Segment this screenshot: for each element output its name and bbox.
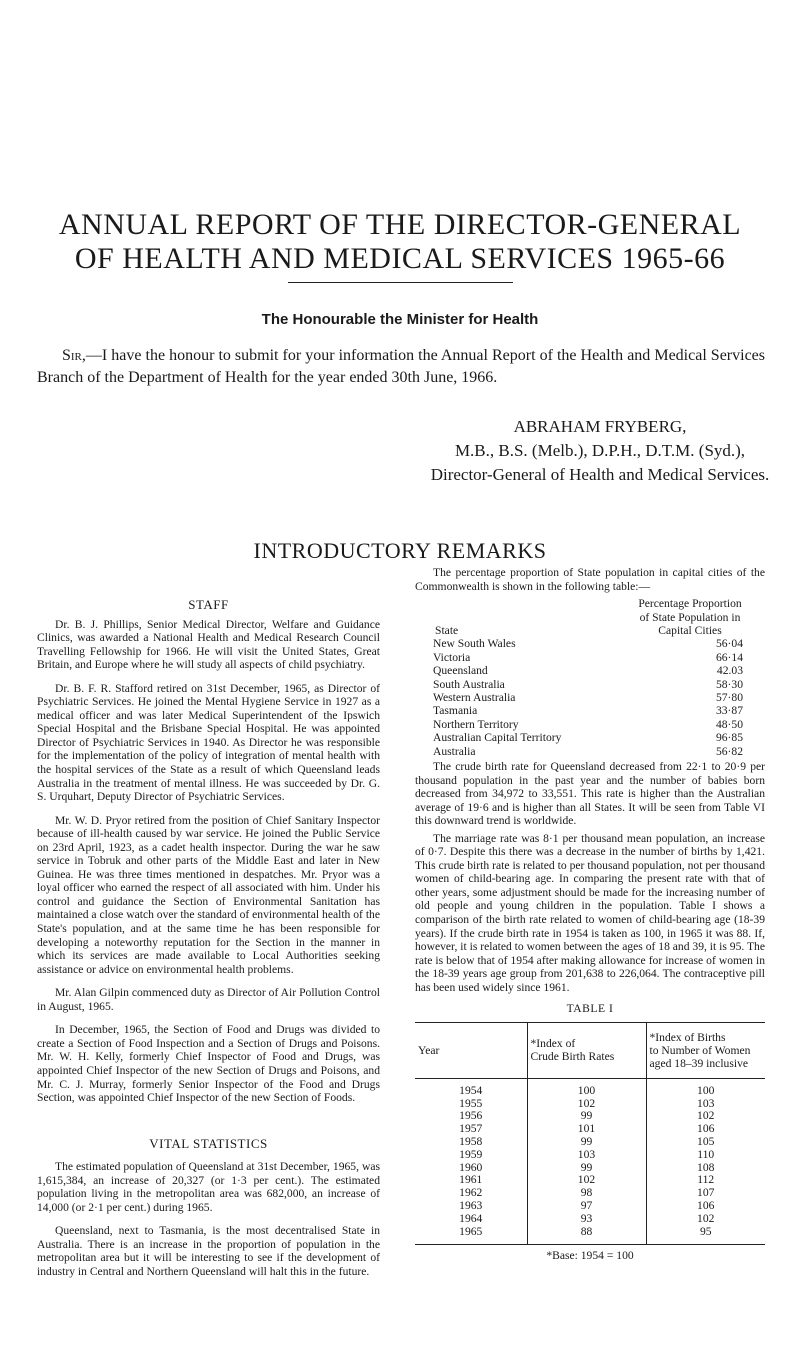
staff-paragraph: Mr. Alan Gilpin commenced duty as Director of Air Pollution Control in August, 1965. (37, 986, 380, 1013)
table-row (415, 651, 765, 664)
value-cell: 96·85 (715, 731, 743, 745)
col-header-women-line: to Number of Women (649, 1043, 751, 1057)
table-row (415, 691, 765, 704)
col-header-percentage-line: Capital Cities (658, 623, 722, 637)
state-cell: Tasmania (433, 704, 478, 718)
value-cell: 66·14 (715, 650, 743, 664)
crude-cell: 99 (527, 1162, 646, 1175)
letter-body: —I have the honour to submit for your information the Annual Report of the Health and Medical Services Branch of the Department of Health for the year ended 30th June, 1966. (37, 347, 765, 386)
state-cell: Victoria (433, 650, 471, 664)
value-cell: 42.03 (716, 664, 743, 678)
table-row (415, 1136, 765, 1149)
staff-paragraph: Mr. W. D. Pryor retired from the position of Chief Sanitary Inspector because of ill-health caused by war service. He joined the Public Service on 23rd April, 1923, as a cadet health inspector. During the war he saw service in Tobruk and other parts of the Middle East and later in New Guinea. He was three times mentioned in despatches. Mr. Pryor was a loyal officer who earned the respect of all associated with him. Under his control and guidance the Section of Environmental Sanitation has maintained a close watch over the standard of environmental health of the State's population, and at the same time he has been responsible for developing a noteworthy reputation for the Section in the manner in which its services are made available to Local Authorities seeking assistance or advice on environmental health problems. (37, 813, 380, 976)
state-cell: New South Wales (433, 637, 516, 651)
year-cell: 1963 (459, 1198, 483, 1212)
signature-name: ABRAHAM FRYBERG, (513, 417, 687, 436)
crude-cell: 102 (527, 1174, 646, 1187)
col-header-state: State (435, 623, 459, 637)
staff-paragraph: Dr. B. F. R. Stafford retired on 31st December, 1965, as Director of Psychiatric Services. He joined the Mental Hygiene Service in 1927 as a medical officer and was later Medical Superintendent of the Ipswich Special Hospital and the Brisbane Special Hospital. He was appointed Director of Psychiatric Services in 1940. As Director he was responsible for the implementation of the policy of integration of mental health with the hospital services of the State as a result of which Queensland leads Australia in the treatment of mental illness. He was succeeded by Dr. G. S. Urquhart, Deputy Director of Psychiatric Services. (37, 681, 380, 804)
report-title-line-2: OF HEALTH AND MEDICAL SERVICES 1965-66 (74, 242, 726, 275)
women-cell: 106 (646, 1123, 765, 1136)
crude-cell: 99 (527, 1136, 646, 1149)
col-header-women-index (646, 1022, 765, 1078)
women-cell: 112 (646, 1174, 765, 1187)
vital-statistics-heading: VITAL STATISTICS (149, 1135, 268, 1151)
left-column (37, 598, 380, 1289)
women-cell: 103 (646, 1098, 765, 1111)
right-column (415, 566, 765, 1263)
crude-cell: 98 (527, 1187, 646, 1200)
year-cell: 1958 (459, 1135, 483, 1148)
vital-paragraph: Queensland, next to Tasmania, is the most decentralised State in Australia. There is an increase in the proportion of population in the metropolitan area but it will be interesting to see if the development of industry in Central and Northern Queensland will halt this in the future. (37, 1224, 380, 1278)
report-title-line-1: ANNUAL REPORT OF THE DIRECTOR-GENERAL (58, 208, 742, 241)
year-cell: 1962 (459, 1186, 483, 1200)
col-header-women-line: *Index of Births (649, 1030, 726, 1044)
state-cell: Queensland (433, 664, 488, 678)
women-cell: 102 (646, 1213, 765, 1226)
women-cell: 108 (646, 1162, 765, 1175)
value-cell: 33·87 (715, 704, 743, 718)
birth-index-table (415, 1022, 765, 1246)
col-header-percentage-line: of State Population in (639, 610, 741, 624)
letter-salutation: Sir, (62, 347, 86, 364)
state-cell: South Australia (433, 677, 505, 691)
table-row (415, 1200, 765, 1213)
birth-rate-paragraph: The crude birth rate for Queensland decreased from 22·1 to 20·9 per thousand population in the past year and the number of babies born decreased from 34,972 to 33,551. This rate is higher than the Australian average of 19·6 and is higher than all States. It will be seen from Table VI this downward trend is worldwide. (415, 759, 765, 828)
col-header-women-line: aged 18–39 inclusive (649, 1056, 749, 1070)
staff-paragraph: Dr. B. J. Phillips, Senior Medical Director, Welfare and Guidance Clinics, was awarded a National Health and Medical Research Council Travelling Fellowship for 1966. He will visit the United States, Great Britain, and Europe where he will study all aspects of child psychiatry. (37, 617, 380, 672)
women-cell: 100 (646, 1078, 765, 1097)
women-cell: 107 (646, 1187, 765, 1200)
state-cell: Northern Territory (433, 717, 519, 731)
table-row (415, 1149, 765, 1162)
women-cell: 95 (646, 1226, 765, 1245)
title-divider (288, 282, 513, 283)
addressee-line: The Honourable the Minister for Health (261, 311, 539, 328)
table-row (415, 637, 765, 650)
state-cell: Western Australia (433, 690, 516, 704)
table-1-caption: TABLE I (566, 1002, 614, 1016)
crude-cell: 103 (527, 1149, 646, 1162)
table-row (415, 745, 765, 758)
section-title: INTRODUCTORY REMARKS (253, 538, 547, 563)
capital-cities-intro: The percentage proportion of State population in capital cities of the Commonwealth is shown in the following table:— (415, 566, 765, 593)
value-cell: 58·30 (715, 677, 743, 691)
table-row (415, 1213, 765, 1226)
col-header-percentage-line: Percentage Proportion (638, 597, 742, 611)
col-header-crude-index (527, 1022, 646, 1078)
year-cell: 1964 (459, 1211, 483, 1225)
women-cell: 110 (646, 1149, 765, 1162)
crude-cell: 102 (527, 1098, 646, 1111)
table-1-base-note: *Base: 1954 = 100 (546, 1249, 634, 1263)
marriage-rate-paragraph: The marriage rate was 8·1 per thousand mean population, an increase of 0·7. Despite this there was a decrease in the number of births by 1,421. This crude birth rate is related to per thousand population, not per thousand women of child-bearing age. In comparing the present rate with that of other years, some adjustment should be made for the increasing number of old people and young children in the population. Table I shows a comparison of the birth rate related to women of child-bearing age (18-39 years). If the crude birth rate in 1954 is taken as 100, in 1965 it was 88. If, however, it is related to women between the ages of 18 and 39, it is 95. The rate is below that of 1954 after making allowance for increase of women in the 18-39 years age group from 201,638 to 226,064. The contraceptive pill has been used widely since 1961. (415, 831, 765, 994)
value-cell: 48·50 (715, 717, 743, 731)
crude-cell: 101 (527, 1123, 646, 1136)
col-header-crude-line: *Index of (530, 1037, 576, 1051)
signature-position: Director-General of Health and Medical Services. (430, 465, 770, 484)
year-cell: 1956 (459, 1109, 483, 1123)
year-cell: 1960 (459, 1160, 483, 1174)
capital-cities-table-header (415, 597, 765, 637)
value-cell: 56·82 (715, 744, 743, 758)
women-cell: 102 (646, 1110, 765, 1123)
letter-paragraph (37, 345, 765, 389)
table-row (415, 1078, 765, 1097)
year-cell: 1961 (459, 1173, 483, 1187)
col-header-crude-line: Crude Birth Rates (530, 1050, 615, 1064)
col-header-year: Year (415, 1022, 527, 1078)
crude-cell: 99 (527, 1110, 646, 1123)
col-header-percentage (615, 597, 765, 637)
table-row (415, 664, 765, 677)
women-cell: 105 (646, 1136, 765, 1149)
value-cell: 56·04 (715, 637, 743, 651)
women-cell: 106 (646, 1200, 765, 1213)
birth-index-table-header (415, 1022, 765, 1078)
crude-cell: 100 (527, 1078, 646, 1097)
table-row (415, 718, 765, 731)
capital-cities-table (415, 597, 765, 758)
staff-paragraph: In December, 1965, the Section of Food and Drugs was divided to create a Section of Food Inspection and a Section of Drugs and Poisons. Mr. W. H. Kelly, formerly Chief Inspector of Food and Drugs, was appointed Chief Inspector of the new Section of Drugs and Poisons, and Mr. C. J. Murray, formerly Senior Inspector of the Food and Drugs Section, was appointed Chief Inspector of the new Section of Foods. (37, 1023, 380, 1105)
crude-cell: 88 (527, 1226, 646, 1245)
table-row (415, 678, 765, 691)
crude-cell: 97 (527, 1200, 646, 1213)
value-cell: 57·80 (715, 690, 743, 704)
table-row (415, 704, 765, 717)
staff-heading: STAFF (188, 597, 229, 612)
signature-degrees: M.B., B.S. (Melb.), D.P.H., D.T.M. (Syd.), (454, 441, 746, 460)
crude-cell: 93 (527, 1213, 646, 1226)
year-cell: 1959 (459, 1147, 483, 1161)
year-cell: 1957 (459, 1122, 483, 1136)
state-cell: Australia (433, 744, 476, 758)
state-cell: Australian Capital Territory (433, 731, 562, 745)
year-cell: 1965 (415, 1226, 527, 1245)
year-cell: 1955 (459, 1096, 483, 1110)
table-row (415, 731, 765, 744)
vital-paragraph: The estimated population of Queensland at 31st December, 1965, was 1,615,384, an increase of 20,327 (or 1·3 per cent.). The estimated population living in the metropolitan area was 682,000, an increase of 14,000 (or 2·1 per cent.) during 1965. (37, 1160, 380, 1214)
table-row (415, 1226, 765, 1245)
year-cell: 1954 (459, 1083, 483, 1097)
